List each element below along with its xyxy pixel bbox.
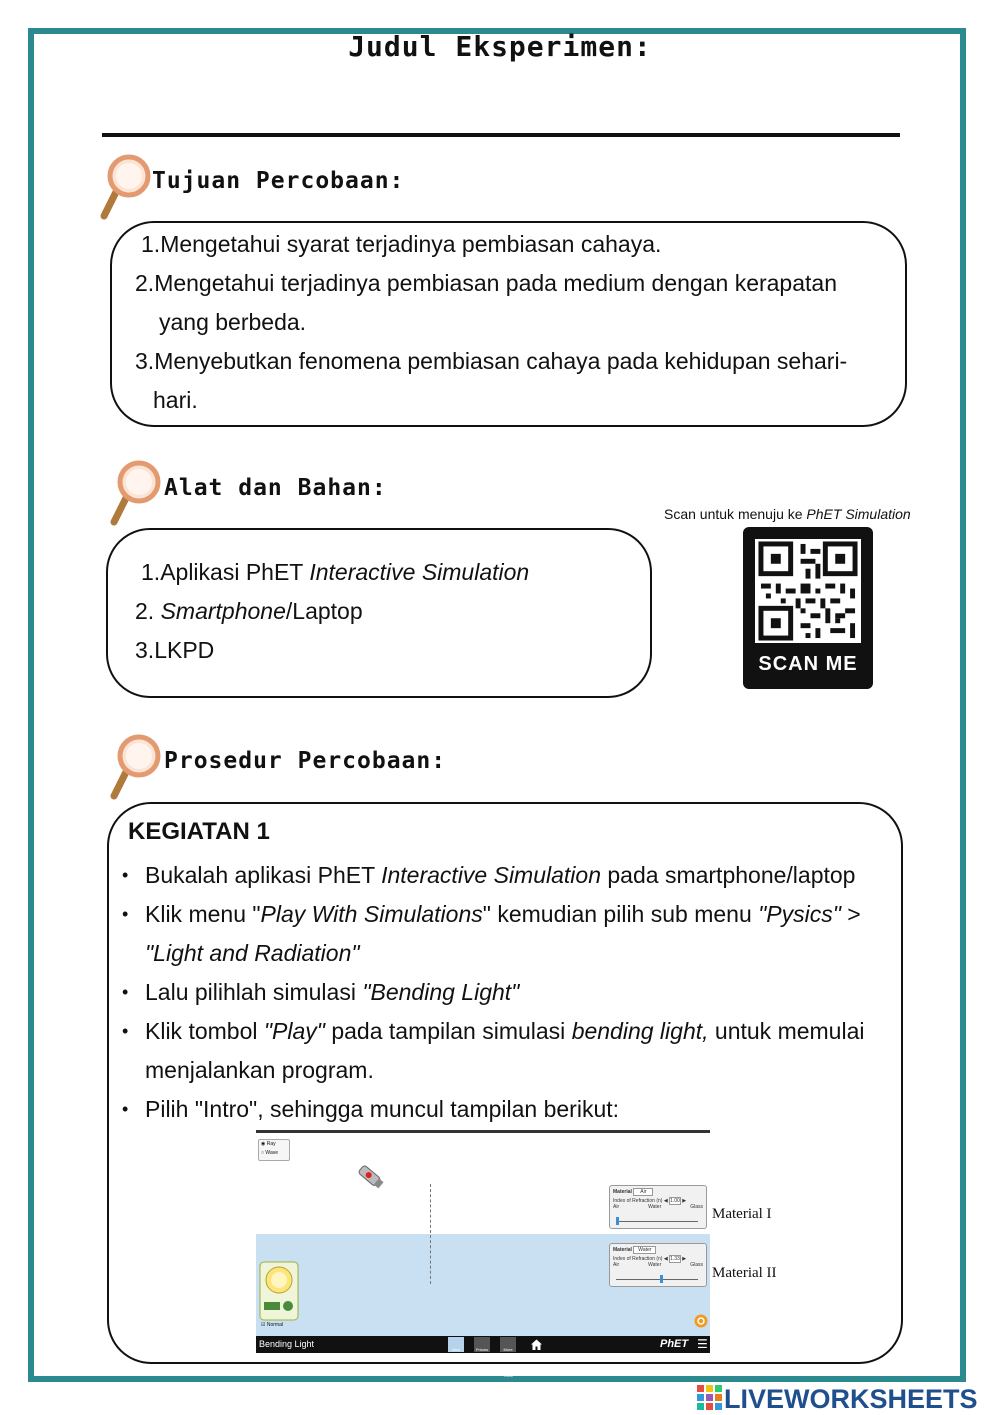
kegiatan-title: KEGIATAN 1 <box>128 818 270 845</box>
list-item: • Klik tombol "Play" pada tampilan simulasi bending light, untuk memulai menjalankan program. <box>120 1012 900 1090</box>
page-title: Judul Eksperimen: <box>348 30 652 63</box>
tab-intro[interactable]: Intro <box>448 1337 464 1352</box>
sim-app-title: Bending Light <box>259 1339 315 1349</box>
tab-more-tools[interactable]: More Tools <box>500 1337 516 1352</box>
normal-checkbox[interactable]: ☑ Normal <box>261 1322 283 1328</box>
title-answer-line <box>102 133 900 137</box>
list-item: 3.Menyebutkan fenomena pembiasan cahaya pada kehidupan sehari- hari. <box>135 348 848 413</box>
material-1-label: Material I <box>712 1206 772 1222</box>
home-icon[interactable] <box>530 1338 543 1351</box>
sim-mode-selector[interactable] <box>258 1139 290 1161</box>
list-item: 2. Smartphone/Laptop <box>135 598 363 624</box>
protractor-tools-icon[interactable] <box>260 1262 298 1320</box>
menu-icon[interactable]: ☰ <box>697 1337 708 1351</box>
prosedur-steps <box>120 856 900 1129</box>
magnifier-icon <box>98 152 154 222</box>
material-panel-bottom[interactable]: Material Water Index of Refraction (n) ◀ 1.33 ▶ Air Water Glass <box>609 1243 707 1287</box>
index-slider-thumb[interactable] <box>660 1275 663 1283</box>
list-item: • Pilih "Intro", sehingga muncul tampilan berikut: <box>120 1090 900 1129</box>
tujuan-list <box>135 225 895 420</box>
scan-me-label: SCAN ME <box>758 653 858 675</box>
magnifier-icon <box>108 732 164 802</box>
laser-icon[interactable] <box>354 1160 388 1194</box>
qr-code-card[interactable] <box>743 527 873 689</box>
section-heading-tujuan: Tujuan Percobaan: <box>152 168 405 194</box>
list-item: 1.Aplikasi PhET Interactive Simulation <box>141 559 530 585</box>
ray-radio[interactable]: ◉ Ray <box>261 1141 276 1147</box>
list-item: • Bukalah aplikasi PhET Interactive Simulation pada smartphone/laptop <box>120 856 900 895</box>
liveworksheets-logo-icon <box>697 1385 723 1411</box>
qr-caption: Scan untuk menuju ke PhET Simulation <box>664 506 911 522</box>
index-slider-thumb[interactable] <box>616 1217 619 1225</box>
liveworksheets-logo: LIVEWORKSHEETS <box>724 1384 978 1414</box>
qr-code-icon <box>755 539 861 643</box>
list-item: 3.LKPD <box>135 637 215 663</box>
phet-logo: PhET <box>660 1338 689 1350</box>
section-heading-alat: Alat dan Bahan: <box>164 475 387 501</box>
list-item: 2.Mengetahui terjadinya pembiasan pada medium dengan kerapatan yang berbeda. <box>135 270 837 335</box>
qr-code[interactable] <box>755 539 861 643</box>
wave-radio[interactable]: ○ Wave <box>261 1150 279 1156</box>
material-2-label: Material II <box>712 1265 777 1281</box>
reset-icon[interactable] <box>694 1314 708 1328</box>
normal-line <box>430 1184 431 1284</box>
material-panel-top[interactable]: Material Air Index of Refraction (n) ◀ 1.00 ▶ Air Water Glass <box>609 1185 707 1229</box>
list-item: 1.Mengetahui syarat terjadinya pembiasan cahaya. <box>141 231 662 257</box>
sim-navigation-bar <box>256 1336 710 1378</box>
alat-list <box>135 553 635 670</box>
list-item: • Klik menu "Play With Simulations" kemudian pilih sub menu "Pysics" > "Light and Radiation" <box>120 895 900 973</box>
sim-top-bar <box>256 1130 710 1133</box>
tab-prisms[interactable]: Prisms <box>474 1337 490 1352</box>
magnifier-icon <box>108 458 164 528</box>
list-item: • Lalu pilihlah simulasi "Bending Light" <box>120 973 900 1012</box>
simulation-screenshot <box>256 1130 710 1378</box>
section-heading-prosedur: Prosedur Percobaan: <box>164 748 447 774</box>
